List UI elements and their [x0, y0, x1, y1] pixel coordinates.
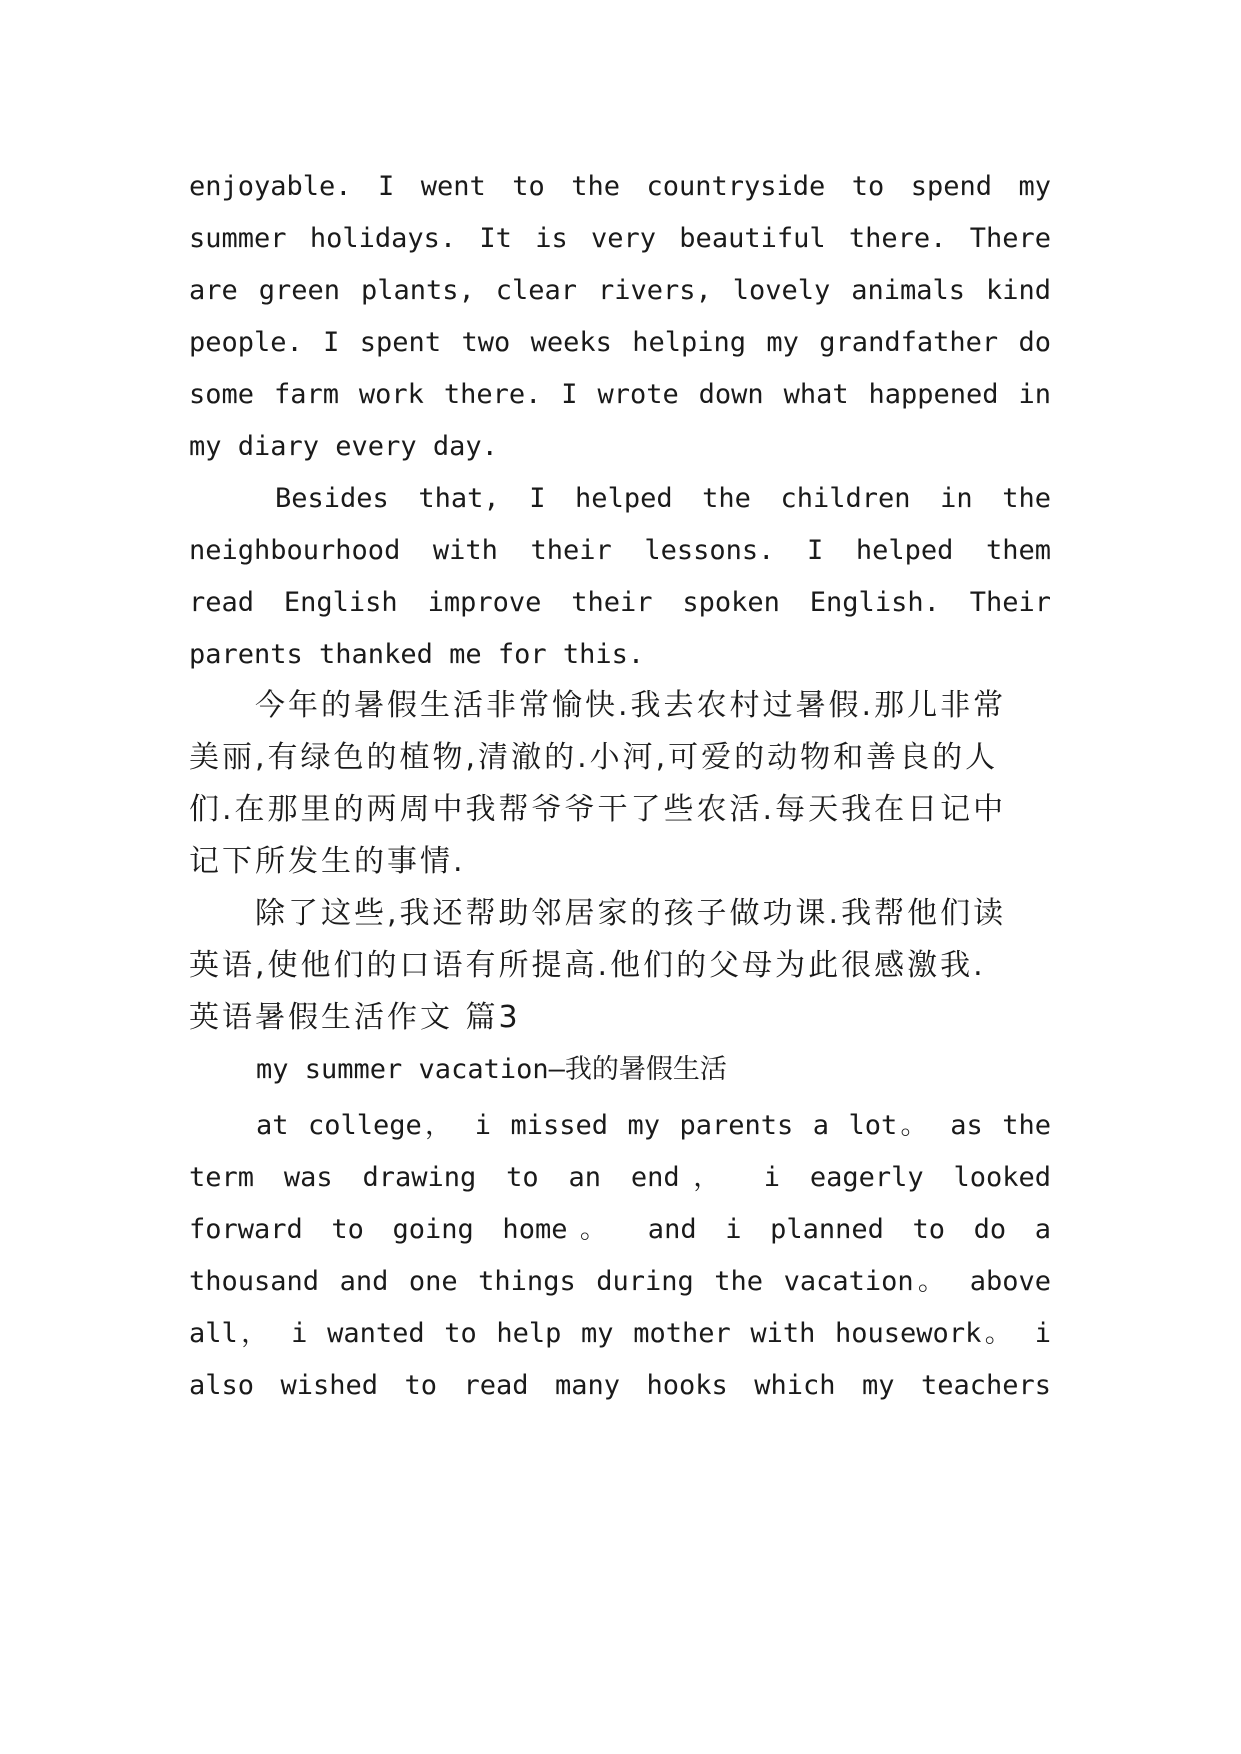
paragraph-line: read English improve their spoken English. Their: [189, 587, 1051, 618]
paragraph-line: summer holidays. It is very beautiful there. There: [189, 223, 1051, 254]
paragraph-line: forward to going home。 and i planned to do a: [189, 1214, 1051, 1245]
paragraph-line: 们.在那里的两周中我帮爷爷干了些农活.每天我在日记中: [189, 792, 1007, 827]
paragraph-line: neighbourhood with their lessons. I helped them: [189, 535, 1051, 566]
paragraph-line: at college， i missed my parents a lot。 as the: [256, 1110, 1051, 1141]
paragraph-line: also wished to read many hooks which my teachers: [189, 1370, 1051, 1401]
paragraph-line: enjoyable. I went to the countryside to spend my: [189, 171, 1051, 202]
paragraph-line: all， i wanted to help my mother with housework。 i: [189, 1318, 1051, 1349]
paragraph-line: 今年的暑假生活非常愉快.我去农村过暑假.那儿非常: [255, 688, 1007, 723]
paragraph-line: thousand and one things during the vacation。 above: [189, 1266, 1051, 1297]
paragraph-line: 除了这些,我还帮助邻居家的孩子做功课.我帮他们读: [255, 896, 1007, 931]
paragraph-line: 美丽,有绿色的植物,清澈的.小河,可爱的动物和善良的人: [189, 740, 999, 775]
section-heading: 英语暑假生活作文 篇3: [189, 1000, 521, 1035]
paragraph-line: my diary every day.: [189, 431, 498, 462]
essay-title: my summer vacation—我的暑假生活: [256, 1054, 727, 1085]
paragraph-line: parents thanked me for this.: [189, 639, 645, 670]
paragraph-line: are green plants, clear rivers, lovely animals kind: [189, 275, 1051, 306]
paragraph-line: 英语,使他们的口语有所提高.他们的父母为此很感激我.: [189, 948, 986, 983]
paragraph-line: Besides that, I helped the children in the: [275, 483, 1051, 514]
paragraph-line: people. I spent two weeks helping my grandfather do: [189, 327, 1051, 358]
paragraph-line: some farm work there. I wrote down what happened in: [189, 379, 1051, 410]
paragraph-line: term was drawing to an end， i eagerly looked: [189, 1162, 1051, 1193]
paragraph-line: 记下所发生的事情.: [189, 844, 466, 879]
